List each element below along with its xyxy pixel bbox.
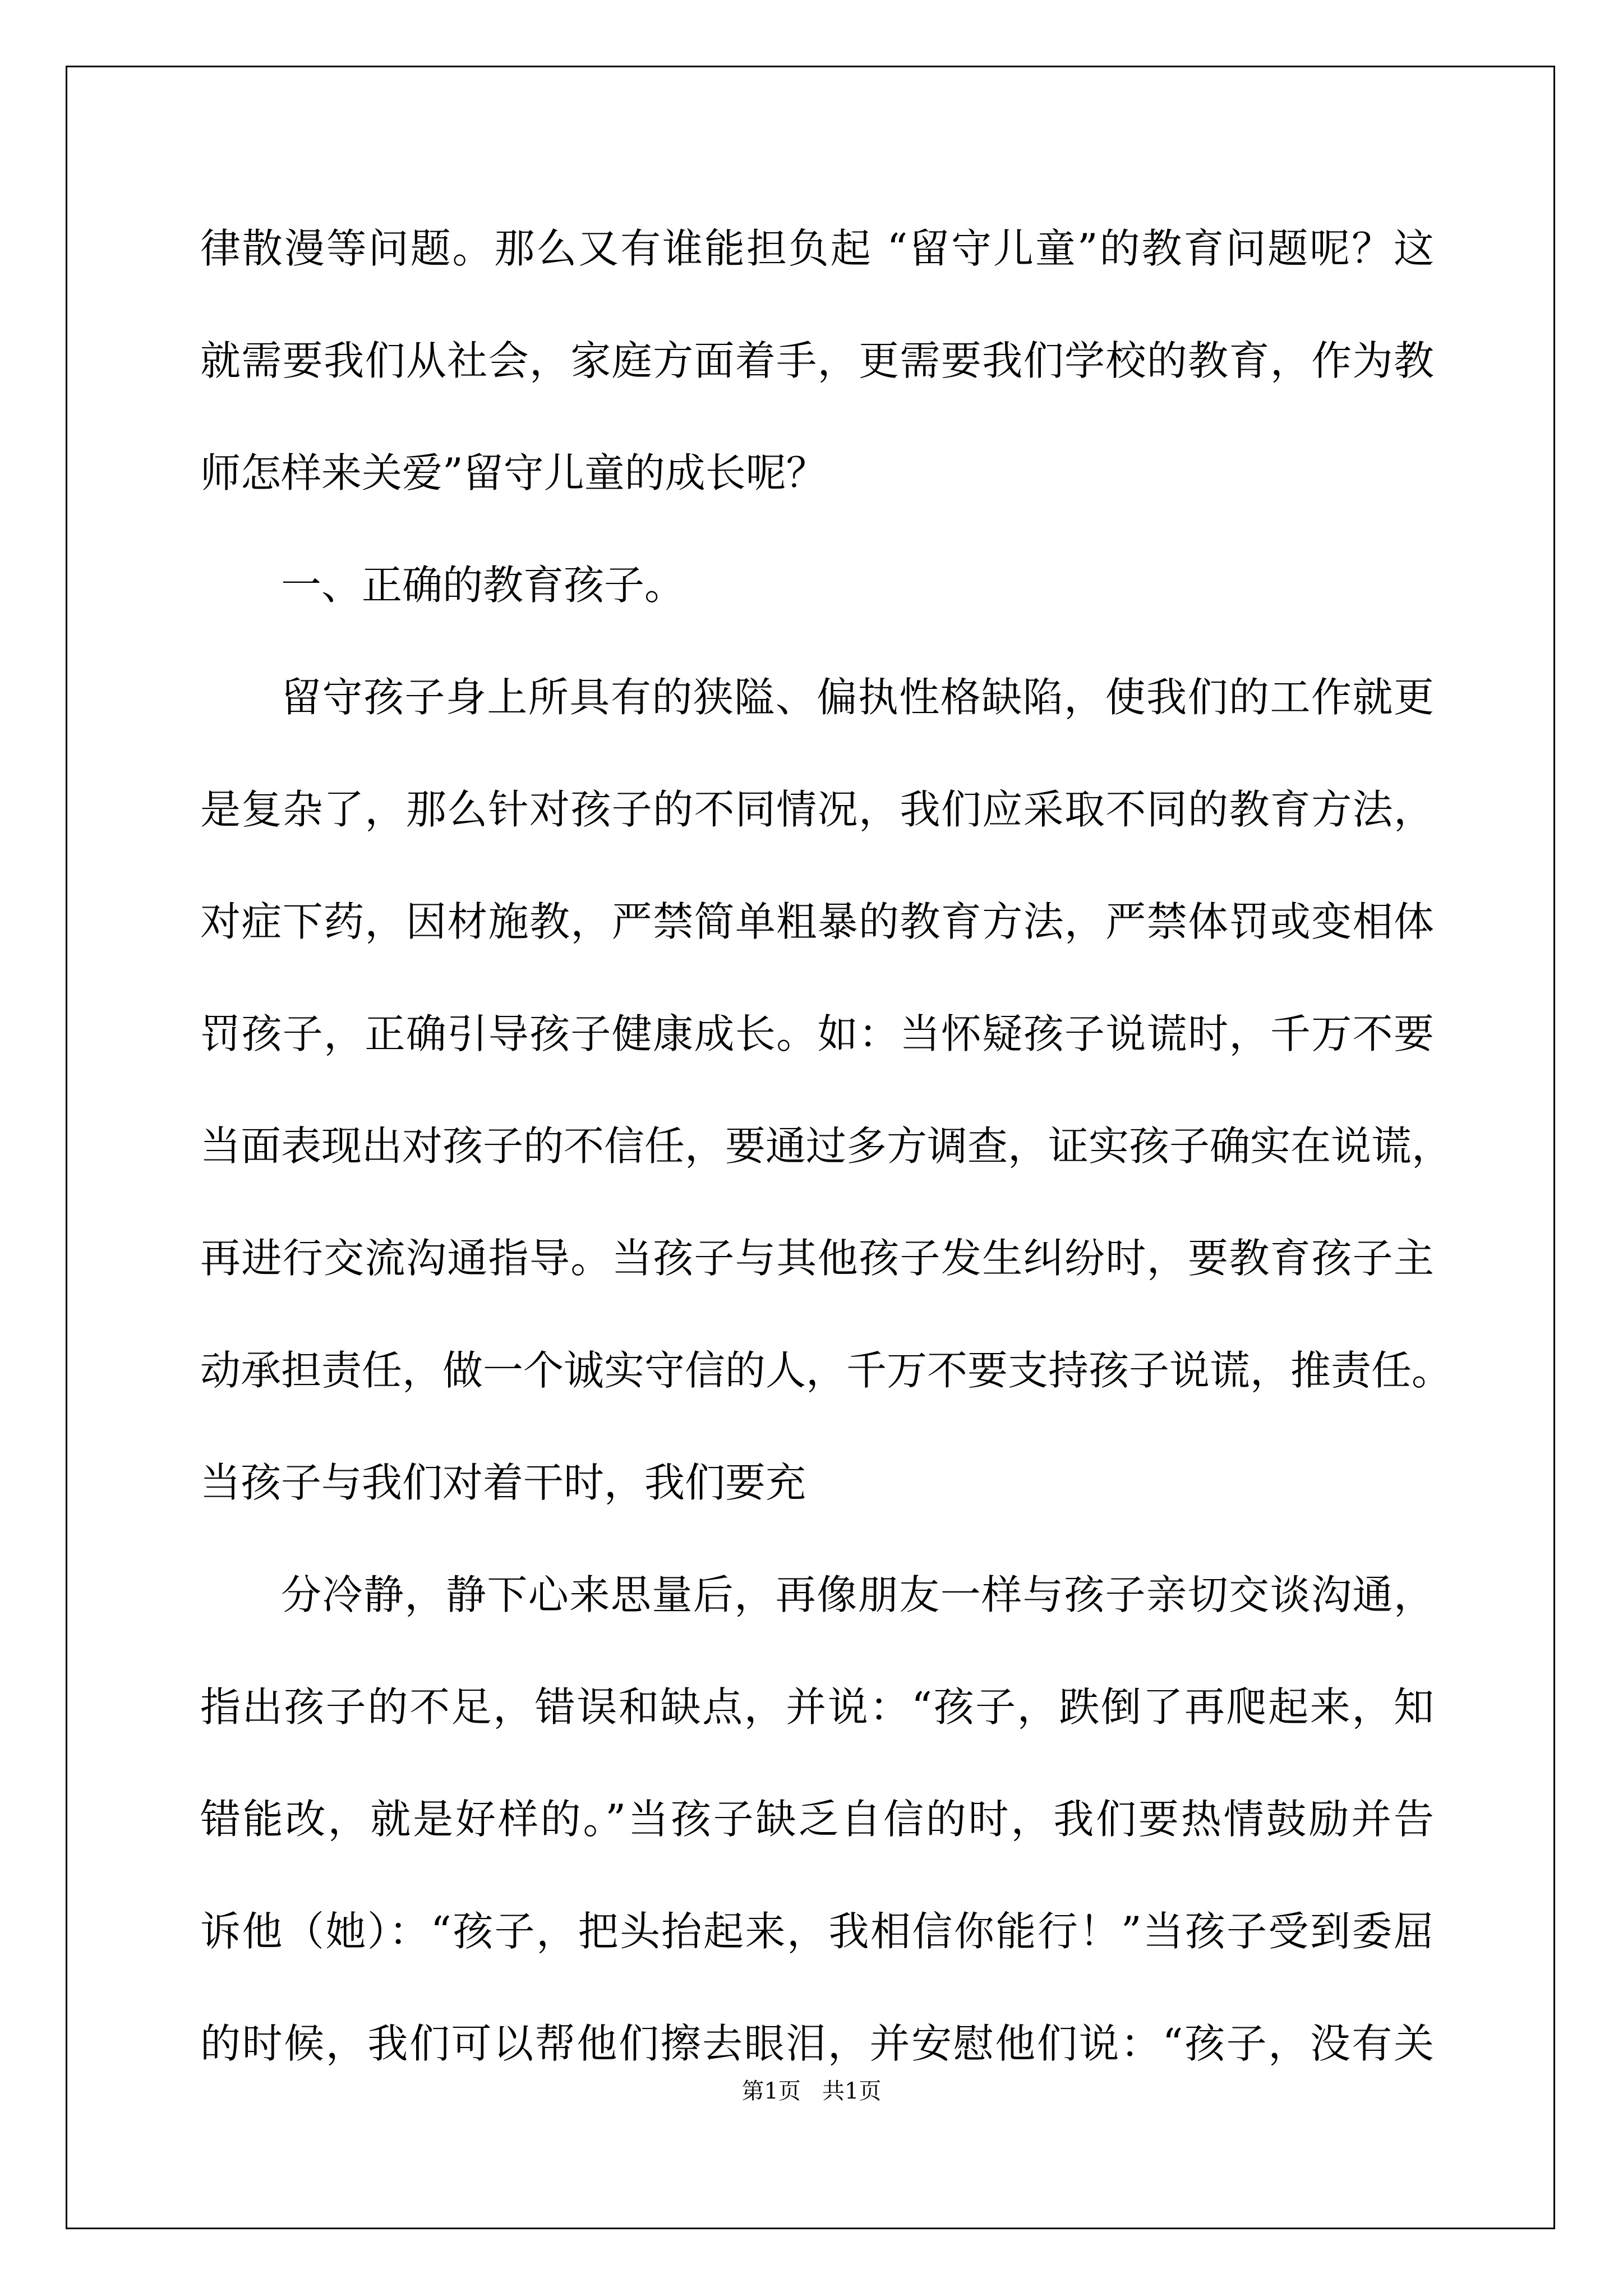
body-line-8: 罚孩子，正确引导孩子健康成长。如：当怀疑孩子说谎时，千万不要	[200, 1010, 1434, 1057]
body-line-7: 对症下药，因材施教，严禁简单粗暴的教育方法，严禁体罚或变相体	[200, 898, 1434, 945]
body-line-11: 动承担责任，做一个诚实守信的人，千万不要支持孩子说谎，推责任。	[200, 1347, 1453, 1394]
body-line-6: 是复杂了，那么针对孩子的不同情况，我们应采取不同的教育方法，	[200, 786, 1434, 833]
body-line-15: 错能改，就是好样的。”当孩子缺乏自信的时，我们要热情鼓励并告	[200, 1796, 1434, 1843]
body-line-5: 留守孩子身上所具有的狭隘、偏执性格缺陷，使我们的工作就更	[281, 674, 1434, 721]
body-line-17: 的时候，我们可以帮他们擦去眼泪，并安慰他们说：“孩子，没有关	[200, 2020, 1434, 2067]
body-line-13: 分冷静，静下心来思量后，再像朋友一样与孩子亲切交谈沟通，	[281, 1571, 1434, 1618]
body-line-1: 律散漫等问题。那么又有谁能担负起 “留守儿童”的教育问题呢？这	[200, 225, 1434, 272]
body-line-2: 就需要我们从社会，家庭方面着手，更需要我们学校的教育，作为教	[200, 337, 1434, 384]
page-footer: 第1页 共1页	[741, 2078, 882, 2104]
body-line-3: 师怎样来关爱”留守儿童的成长呢？	[200, 449, 827, 496]
body-line-12: 当孩子与我们对着干时，我们要充	[200, 1459, 806, 1506]
section-heading: 一、正确的教育孩子。	[281, 562, 685, 609]
body-line-16: 诉他（她）：“孩子，把头抬起来，我相信你能行！”当孩子受到委屈	[200, 1908, 1434, 1955]
body-line-9: 当面表现出对孩子的不信任，要通过多方调查，证实孩子确实在说谎，	[200, 1122, 1453, 1170]
body-line-14: 指出孩子的不足，错误和缺点，并说：“孩子，跌倒了再爬起来，知	[200, 1683, 1434, 1731]
body-line-10: 再进行交流沟通指导。当孩子与其他孩子发生纠纷时，要教育孩子主	[200, 1235, 1434, 1282]
